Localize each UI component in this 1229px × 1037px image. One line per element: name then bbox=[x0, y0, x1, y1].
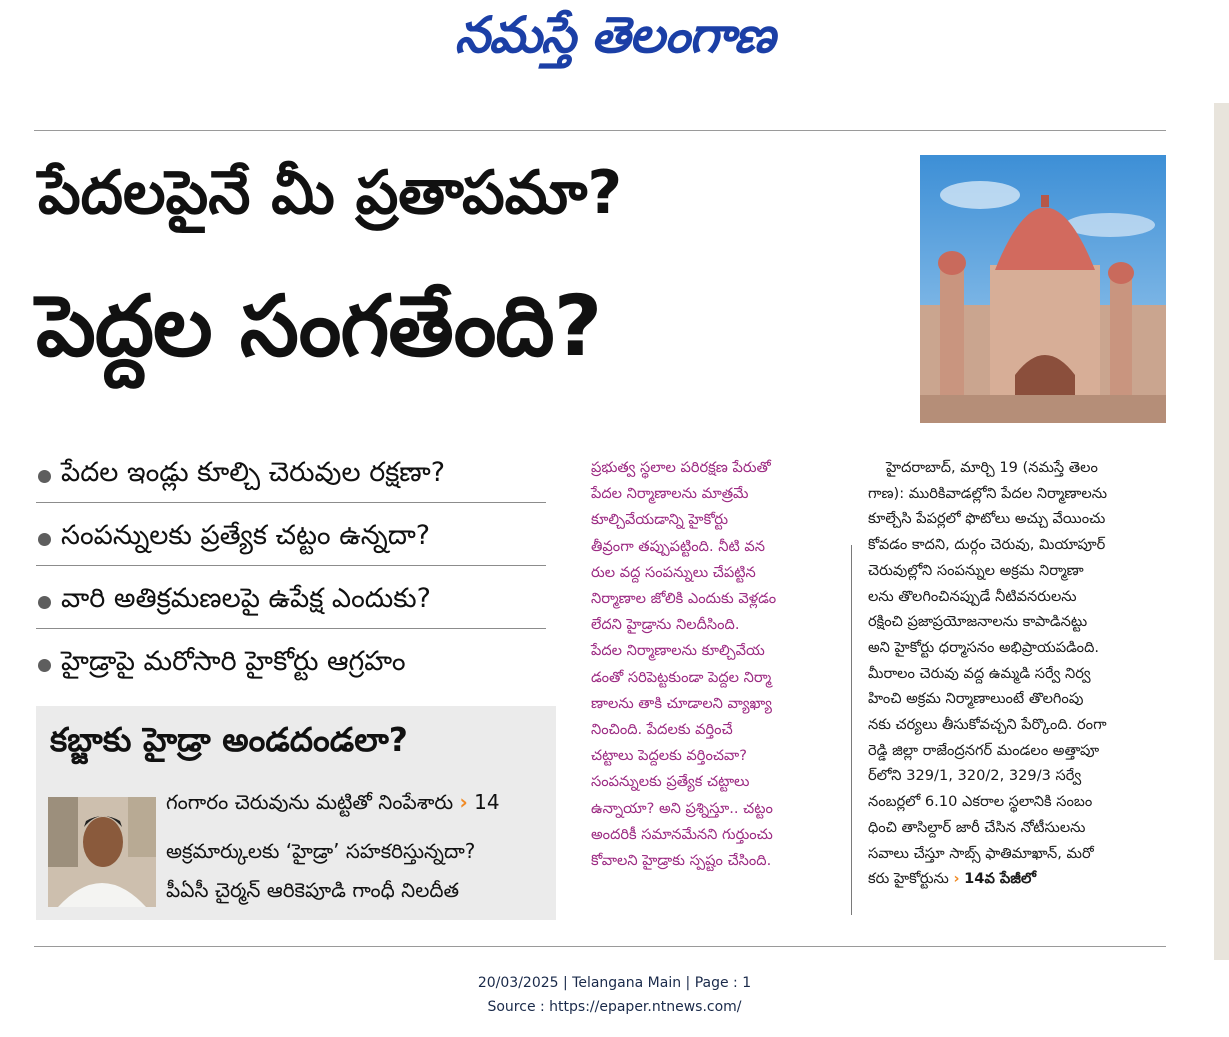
related-headline-2: అక్రమార్కులకు ‘హైడ్రా’ సహకరిస్తున్నదా? bbox=[166, 839, 476, 863]
headline-line-1: పేదలపైనే మీ ప్రతాపమా? bbox=[38, 158, 623, 228]
summary-line: పేదల నిర్మాణాలను మాత్రమే bbox=[591, 485, 749, 503]
summary-line: తీవ్రంగా తప్పుపట్టింది. నీటి వన bbox=[591, 537, 766, 555]
page-edge-strip bbox=[1214, 103, 1229, 960]
cropped-text-strip bbox=[36, 92, 896, 100]
summary-line: నించింది. పేదలకు వర్తించే bbox=[591, 721, 733, 739]
body-line: ధించి తాసిల్దార్ జారీ చేసిన నోటీసులను bbox=[868, 818, 1086, 836]
summary-line: ఉన్నాయా? అని ప్రశ్నిస్తూ.. చట్టం bbox=[591, 799, 773, 817]
summary-column bbox=[591, 455, 837, 874]
bullet-dot-icon bbox=[38, 596, 51, 609]
bullet-text: హైడ్రాపై మరోసారి హైకోర్టు ఆగ్రహం bbox=[61, 646, 406, 677]
body-line: హైదరాబాద్, మార్చి 19 (నమస్తే తెలం bbox=[886, 459, 1098, 476]
top-divider bbox=[34, 130, 1166, 131]
body-line: సవాలు చేస్తూ సాబ్స్ ఫాతిమాఖాన్, మరో bbox=[868, 844, 1094, 862]
bullet-item bbox=[36, 450, 546, 503]
page-reference: 14 bbox=[474, 790, 500, 814]
summary-line: అందరికీ సమానమేనని గుర్తుంచు bbox=[591, 825, 773, 843]
summary-line: రుల వద్ద సంపన్నులు చేపట్టిన bbox=[591, 563, 756, 581]
body-line: లను తొలగించినప్పుడే నీటివనరులను bbox=[868, 587, 1077, 605]
body-line: ర్‌లోని 329/1, 320/2, 329/3 సర్వే bbox=[868, 767, 1082, 785]
summary-line: ప్రభుత్వ స్థలాల పరిరక్షణ పేరుతో bbox=[591, 459, 771, 476]
bullet-item bbox=[36, 576, 546, 629]
related-headline-1-text: గంగారం చెరువును మట్టితో నింపేశారు bbox=[166, 790, 454, 814]
body-line: కోవడం కాదని, దుర్గం చెరువు, మియాపూర్ bbox=[868, 536, 1106, 554]
summary-line: చట్టాలు పెద్దలకు వర్తించవా? bbox=[591, 747, 747, 765]
footer-edition-info: 20/03/2025 | Telangana Main | Page : 1 bbox=[477, 975, 752, 991]
related-headline-3: పీఏసీ చైర్మన్ ఆరికెపూడి గాంధీ నిలదీత bbox=[166, 878, 460, 902]
bullet-dot-icon bbox=[38, 533, 51, 546]
body-line: చెరువుల్లోని సంపన్నుల అక్రమ నిర్మాణా bbox=[868, 561, 1084, 579]
masthead-logo: నమస్తే తెలంగాణ bbox=[454, 6, 775, 64]
body-line: కూల్చేసి పేపర్లలో ఫొటోలు అచ్చు వేయించు bbox=[868, 510, 1106, 528]
body-line: మీరాలం చెరువు వద్ద ఉమ్మడి సర్వే నిర్వ bbox=[868, 664, 1091, 682]
bullet-text: పేదల ఇండ్లు కూల్చి చెరువుల రక్షణా? bbox=[61, 457, 446, 488]
summary-line: నిర్మాణాల జోలికి ఎందుకు వెళ్లడం bbox=[591, 590, 777, 608]
body-line: రక్షించి ప్రజాప్రయోజనాలను కాపాడినట్టు bbox=[868, 613, 1088, 631]
body-line: గాణ): మురికివాడల్లోని పేదల నిర్మాణాలను bbox=[868, 484, 1108, 502]
headline-line-2: పెద్దల సంగతేంది? bbox=[36, 277, 602, 375]
article-body bbox=[868, 455, 1172, 892]
bottom-divider bbox=[34, 946, 1166, 947]
summary-line: పేదల నిర్మాణాలను కూల్చివేయ bbox=[591, 642, 765, 660]
footer-source: Source : https://epaper.ntnews.com/ bbox=[487, 999, 742, 1015]
summary-line: డంతో సరిపెట్టకుండా పెద్దల నిర్మా bbox=[591, 668, 772, 686]
summary-line: సంపన్నులకు ప్రత్యేక చట్టాలు bbox=[591, 773, 750, 791]
politician-photo bbox=[48, 797, 156, 907]
high-court-photo bbox=[920, 155, 1166, 423]
bullet-item bbox=[36, 513, 546, 566]
summary-line: కూల్చివేయడాన్ని హైకోర్టు bbox=[591, 511, 729, 529]
body-line: రెడ్డి జిల్లా రాజేంద్రనగర్ మండలం అత్తాపూ bbox=[868, 741, 1100, 759]
related-headline-1 bbox=[166, 790, 500, 819]
continued-page-ref: 14వ పేజీలో bbox=[964, 870, 1036, 888]
body-line: నంబర్లలో 6.10 ఎకరాల స్థలానికి సంబం bbox=[868, 793, 1093, 811]
bullet-text: సంపన్నులకు ప్రత్యేక చట్టం ఉన్నదా? bbox=[61, 520, 431, 551]
related-story-title: కబ్జాకు హైడ్రా అండదండలా? bbox=[50, 720, 408, 759]
summary-line: ణాలను తాకి చూడాలని వ్యాఖ్యా bbox=[591, 694, 772, 712]
body-line: నకు చర్యలు తీసుకోవచ్చని పేర్కొంది. రంగా bbox=[868, 716, 1107, 734]
bullet-item bbox=[36, 639, 546, 691]
summary-line: కోవాలని హైడ్రాకు స్పష్టం చేసింది. bbox=[591, 852, 772, 870]
body-line: కరు హైకోర్టును bbox=[868, 870, 949, 888]
summary-line: లేదని హైడ్రాను నిలదీసింది. bbox=[591, 616, 740, 634]
chevron-right-icon: › bbox=[953, 870, 960, 888]
bullet-dot-icon bbox=[38, 659, 51, 672]
chevron-right-icon: › bbox=[459, 790, 468, 814]
body-line: హించి అక్రమ నిర్మాణాలుంటే తొలగింపు bbox=[868, 690, 1084, 708]
bullet-dot-icon bbox=[38, 470, 51, 483]
bullet-text: వారి అతిక్రమణలపై ఉపేక్ష ఎందుకు? bbox=[61, 583, 431, 614]
column-divider bbox=[851, 545, 852, 915]
body-line: అని హైకోర్టు ధర్మాసనం అభిప్రాయపడింది. bbox=[868, 638, 1100, 656]
body-last-line bbox=[868, 866, 1172, 892]
